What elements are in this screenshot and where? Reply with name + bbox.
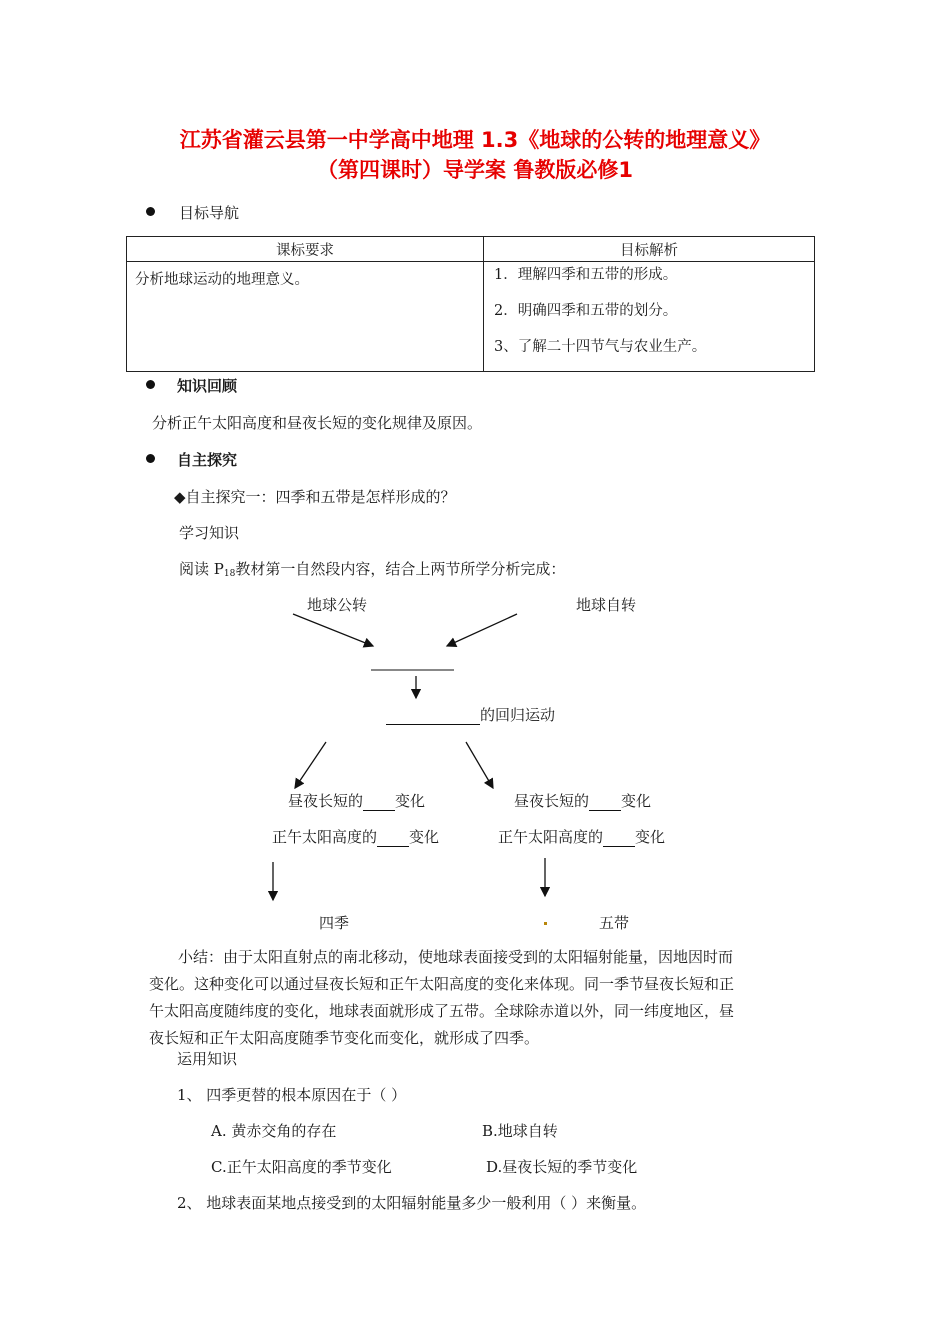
label-earth-rotation: 地球自转 [576,596,637,614]
left-daylength: 昼夜长短的 变化 [288,792,426,810]
answer-blank [386,706,480,725]
reading-instruction: 阅读 $P_{18}$教材第一自然段内容，结合上两节所学分析完成： [179,560,566,579]
requirement-cell: 分析地球运动的地理意义。 [127,262,484,372]
apply-label: 运用知识 [177,1050,238,1068]
arrow-icon [293,614,373,646]
summary-line: 午太阳高度随纬度的变化，地球表面就形成了五带。全球除赤道以外，同一纬度地区，昼 [149,1002,735,1020]
right-noon-altitude: 正午太阳高度的 变化 [498,828,666,846]
answer-blank [603,828,635,847]
arrow-icon [466,742,493,788]
option-a: A. 黄赤交角的存在 [211,1122,337,1140]
label-earth-revolution: 地球公转 [307,596,368,614]
option-d: D.昼夜长短的季节变化 [486,1158,638,1176]
summary-line: 小结：由于太阳直射点的南北移动，使地球表面接受到的太阳辐射能量，因地因时而 [178,948,734,966]
study-label: 学习知识 [179,524,240,542]
arrow-icon [295,742,326,788]
option-b: B.地球自转 [482,1122,558,1140]
right-daylength: 昼夜长短的 变化 [514,792,652,810]
answer-blank [377,828,409,847]
document-title-line1: 江苏省灌云县第一中学高中地理 1.3《地球的公转的地理意义》 [179,128,771,152]
section-self-inquiry: 自主探究 [177,451,238,469]
label-four-seasons: 四季 [319,914,350,932]
answer-blank [363,792,395,811]
inquiry-question: ◆自主探究一：四季和五带是怎样形成的？ [174,488,456,506]
regression-line: 的回归运动 [386,704,555,725]
label-five-zones: 五带 [599,914,630,932]
analysis-item: 3、了解二十四节气与农业生产。 [494,339,707,355]
table-header: 课标要求 [127,237,484,262]
review-text: 分析正午太阳高度和昼夜长短的变化规律及原因。 [152,414,483,432]
analysis-item: 1．理解四季和五带的形成。 [494,267,678,283]
arrow-icon [447,614,517,646]
summary-line: 变化。这种变化可以通过昼夜长短和正午太阳高度的变化来体现。同一季节昼夜长短和正 [149,975,735,993]
option-c: C.正午太阳高度的季节变化 [211,1158,392,1176]
section-goal-navigation: 目标导航 [179,204,240,222]
stray-dot [544,922,547,925]
summary-line: 夜长短和正午太阳高度随季节变化而变化，就形成了四季。 [149,1029,540,1047]
section-knowledge-review: 知识回顾 [177,377,238,395]
question-2: 2、 地球表面某地点接受到的太阳辐射能量多少一般利用（ ）来衡量。 [177,1194,647,1212]
table-header: 目标解析 [484,237,815,262]
document-title-line2: （第四课时）导学案 鲁教版必修1 [317,158,633,182]
answer-blank [589,792,621,811]
analysis-item: 2．明确四季和五带的划分。 [494,303,678,319]
left-noon-altitude: 正午太阳高度的 变化 [272,828,440,846]
question-1: 1、 四季更替的根本原因在于（ ） [177,1086,407,1104]
